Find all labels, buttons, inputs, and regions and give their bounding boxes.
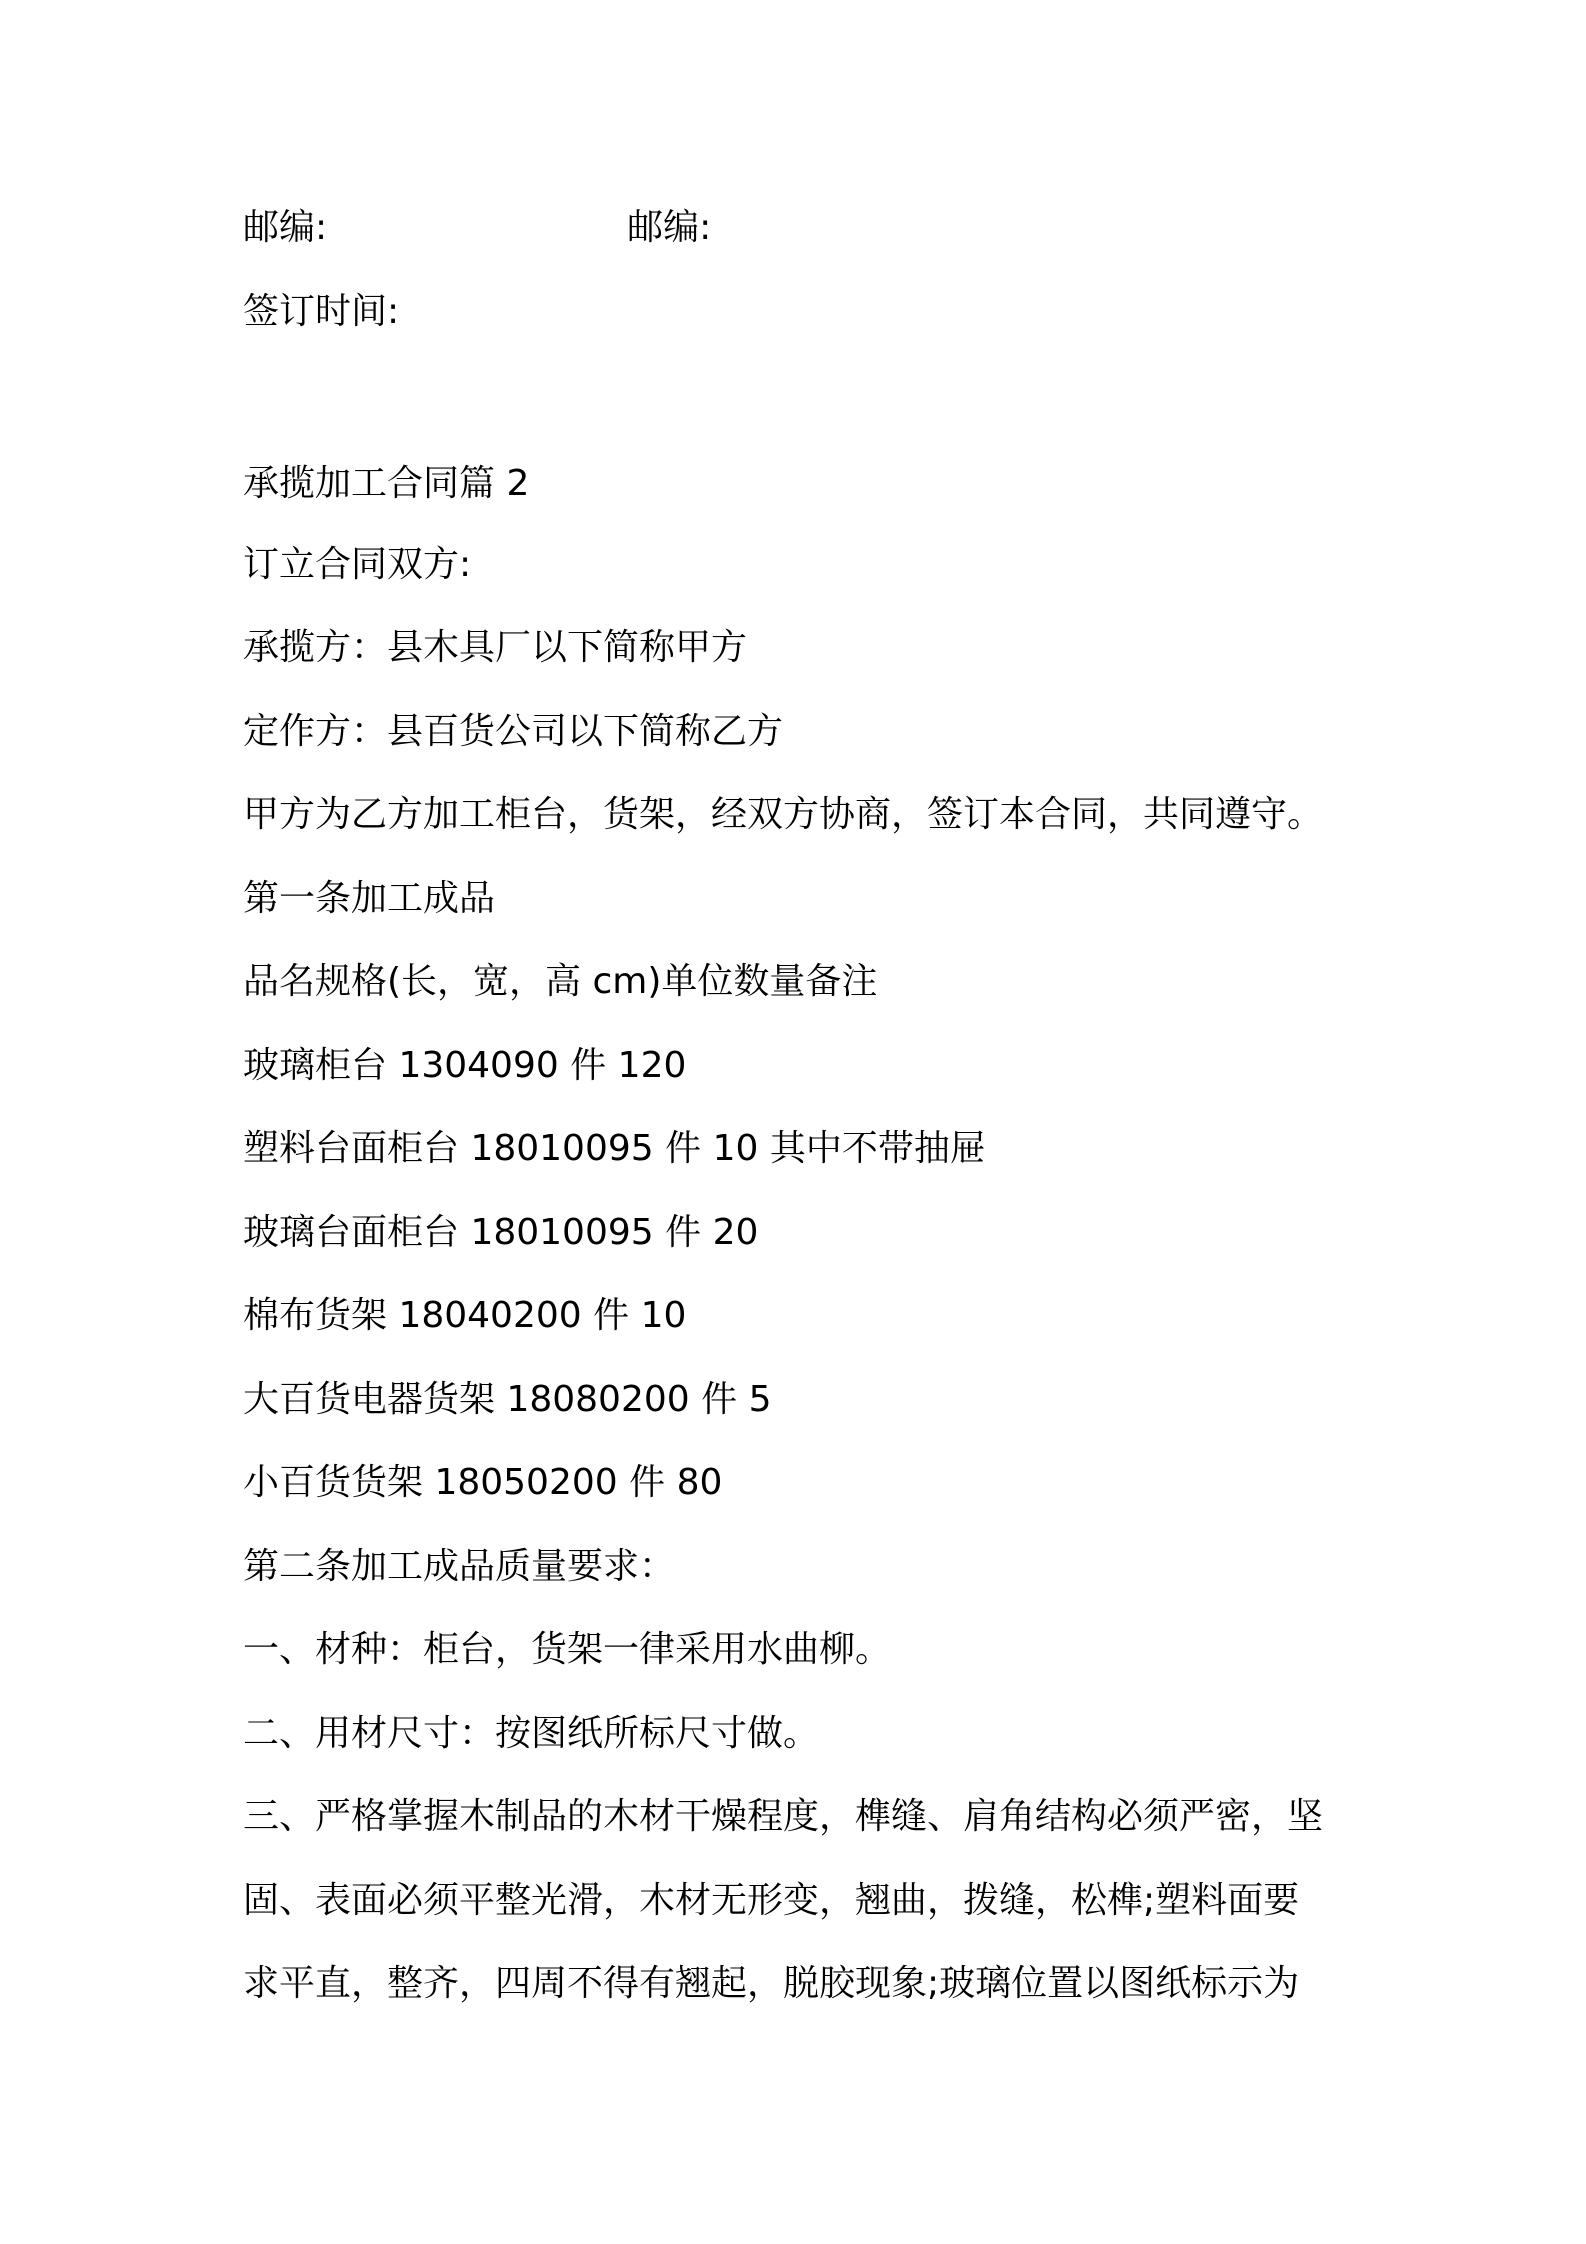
postcode-left-label: 邮编: [243,207,328,248]
product-row: 小百货货架 18050200 件 80 [243,1462,723,1503]
product-row: 棉布货架 18040200 件 10 [243,1295,687,1336]
sign-time-label: 签订时间: [243,291,400,332]
orderer-line: 定作方：县百货公司以下简称乙方 [243,711,784,752]
section-title: 承揽加工合同篇 2 [243,463,530,504]
product-row: 玻璃柜台 1304090 件 120 [243,1045,687,1086]
article-2-heading: 第二条加工成品质量要求： [243,1546,676,1587]
contractor-line: 承揽方：县木具厂以下简称甲方 [243,627,748,668]
postcode-row [243,206,711,250]
agreement-intro: 甲方为乙方加工柜台，货架，经双方协商，签订本合同，共同遵守。 [243,794,1324,835]
article-1-heading: 第一条加工成品 [243,878,496,919]
product-row: 大百货电器货架 18080200 件 5 [243,1379,772,1420]
quality-item-3-line-3: 求平直，整齐，四周不得有翘起，脱胶现象;玻璃位置以图纸标示为 [243,1963,1300,2004]
product-row: 塑料台面柜台 18010095 件 10 其中不带抽屉 [243,1128,986,1169]
product-table-header: 品名规格(长，宽，高 cm)单位数量备注 [243,961,878,1002]
postcode-right-label: 邮编: [627,207,712,248]
quality-item-2: 二、用材尺寸：按图纸所标尺寸做。 [243,1713,820,1754]
contract-parties-heading: 订立合同双方: [243,544,472,585]
quality-item-1: 一、材种：柜台，货架一律采用水曲柳。 [243,1629,892,1670]
product-row: 玻璃台面柜台 18010095 件 20 [243,1212,759,1253]
quality-item-3-line-1: 三、严格掌握木制品的木材干燥程度，榫缝、肩角结构必须严密，坚 [243,1796,1324,1837]
quality-item-3-line-2: 固、表面必须平整光滑，木材无形变，翘曲，拨缝，松榫;塑料面要 [243,1880,1300,1921]
